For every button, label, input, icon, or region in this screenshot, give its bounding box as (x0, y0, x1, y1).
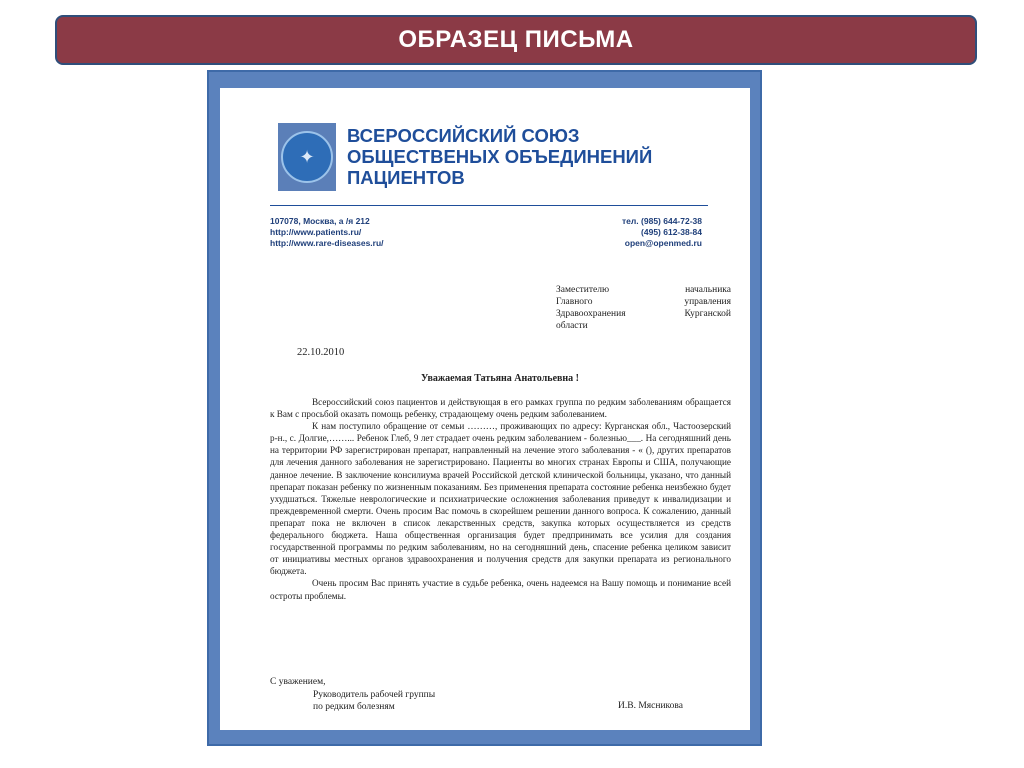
letterhead-divider (270, 205, 708, 206)
org-name-line: ПАЦИЕНТОВ (347, 167, 465, 188)
body-paragraph: Очень просим Вас принять участие в судьбе ребенка, очень надеемся на Вашу помощь и понимание всей остроты проблемы. (270, 578, 731, 601)
signer-role: Руководитель рабочей группы (313, 689, 436, 700)
org-name-line: ВСЕРОССИЙСКИЙ СОЮЗ (347, 125, 580, 146)
contacts-right (622, 216, 702, 249)
addressee-line (556, 320, 731, 332)
addressee-line (556, 308, 731, 320)
slide-title: ОБРАЗЕЦ ПИСЬМА (398, 26, 634, 53)
union-emblem-icon: ✦ (281, 131, 333, 183)
addressee-word: области (556, 321, 588, 331)
addressee-word: Здравоохранения (556, 309, 626, 319)
addressee-word: Курганской (684, 309, 731, 319)
signer-name: И.В. Мясникова (618, 701, 683, 711)
addressee-word: Главного (556, 297, 593, 307)
website-link: http://www.rare-diseases.ru/ (270, 238, 384, 248)
addressee-word: управления (684, 297, 731, 307)
email-address: open@openmed.ru (624, 238, 702, 248)
letter-body (270, 396, 731, 602)
letter-greeting: Уважаемая Татьяна Анатольевна ! (421, 373, 579, 384)
addressee-word: начальника (685, 285, 731, 295)
slide-title-banner (55, 15, 977, 65)
signer-role: по редким болезням (313, 702, 395, 712)
body-paragraph: К нам поступило обращение от семьи ………, проживающих по адресу: Курганская обл., Частоозерский р-н., с. Долгие,……... Ребенок Глеб, 9 лет страдает очень редким заболеванием - болезнью___. На сегодняшний день на территории РФ зарегистрирован препарат, направленный на лечение этого заболевания - « (), других препаратов для лечения данного заболевания не зарегистрировано. Пациенты во многих странах Европы и США, получающие данное лечение. В заключение консилиума врачей Российской детской клинической больницы, указано, что данный препарат показан ребенку по жизненным показаниям. Без применения препарата состояние ребенка неизбежно будет ухудшаться. Тяжелые неврологические и психиатрические осложнения заболевания приведут к инвалидизации и преждевременной смерти. Очень просим Вас помочь в скорейшем решении данного вопроса. К сожалению, данный препарат пока не включен в список лекарственных средств, закупка которых осуществляется из средств федерального бюджета. Наша общественная организация будет предпринимать все усилия для создания государственной программы по редким заболеваниям, но на сегодняшний день, спасение ребенка целиком зависит от инициативы местных органов здравоохранения и получения средств для закупки препарата из регионального бюджета. (270, 421, 731, 577)
postal-address: 107078, Москва, а /я 212 (270, 216, 370, 226)
phone-number: (495) 612-38-84 (641, 227, 702, 237)
organization-logo (278, 123, 336, 191)
website-link: http://www.patients.ru/ (270, 227, 362, 237)
org-name-line: ОБЩЕСТВЕНЫХ ОБЪЕДИНЕНИЙ (347, 146, 653, 167)
body-paragraph: Всероссийский союз пациентов и действующая в его рамках группа по редким заболеваниям обращается к Вам с просьбой оказать помощь ребенку, страдающему очень редким заболеванием. (270, 397, 731, 420)
addressee-line (556, 284, 731, 296)
organization-name (347, 125, 707, 188)
letter-closing (270, 676, 435, 714)
contacts-left (270, 216, 384, 249)
addressee-word: Заместителю (556, 285, 610, 295)
addressee-line (556, 296, 731, 308)
closing-phrase: С уважением, (270, 677, 326, 687)
addressee-block (556, 284, 731, 332)
phone-number: тел. (985) 644-72-38 (622, 216, 702, 226)
letter-date: 22.10.2010 (297, 347, 345, 358)
